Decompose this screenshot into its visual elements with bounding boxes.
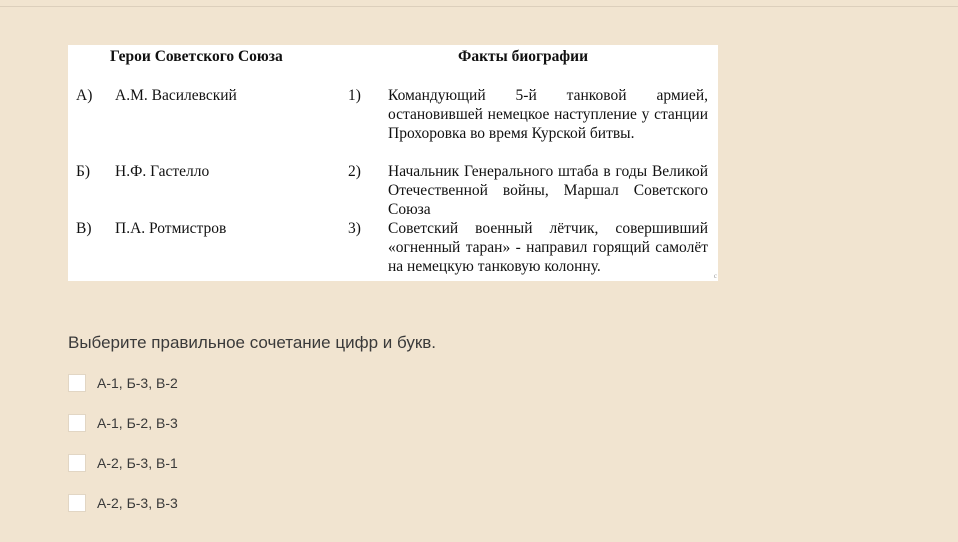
row-number: 1) [348, 87, 361, 104]
option-checkbox[interactable] [68, 454, 86, 472]
row-letter: В) [76, 220, 92, 237]
row-hero: А.М. Василевский [115, 87, 237, 104]
question-prompt: Выберите правильное сочетание цифр и букв. [68, 333, 437, 352]
option-checkbox[interactable] [68, 414, 86, 432]
option-label[interactable]: А-2, Б-3, В-3 [97, 495, 178, 511]
row-letter: Б) [76, 163, 91, 180]
answer-option[interactable] [68, 413, 178, 433]
option-label[interactable]: А-2, Б-3, В-1 [97, 455, 178, 471]
answer-option[interactable] [68, 493, 178, 513]
answer-option[interactable] [68, 373, 178, 393]
image-corner-mark: c [713, 272, 717, 280]
row-fact: Командующий 5-й танковой армией, остановившей немецкое наступление у станции Прохоровка во время Курской битвы. [388, 87, 708, 142]
question-table-image [68, 45, 718, 281]
option-label[interactable]: А-1, Б-3, В-2 [97, 375, 178, 391]
column-header-heroes: Герои Советского Союза [110, 48, 283, 65]
row-number: 2) [348, 163, 361, 180]
row-letter: А) [76, 87, 93, 104]
row-number: 3) [348, 220, 361, 237]
column-header-facts: Факты биографии [458, 48, 589, 65]
answer-option[interactable] [68, 453, 178, 473]
option-checkbox[interactable] [68, 374, 86, 392]
row-fact: Советский военный лётчик, совершивший «огненный таран» - направил горящий самолёт на немецкую танковую колонну. [388, 220, 708, 275]
row-hero: Н.Ф. Гастелло [115, 163, 210, 180]
option-checkbox[interactable] [68, 494, 86, 512]
option-label[interactable]: А-1, Б-2, В-3 [97, 415, 178, 431]
row-hero: П.А. Ротмистров [115, 220, 227, 237]
top-divider [0, 6, 958, 7]
row-fact: Начальник Генерального штаба в годы Великой Отечественной войны, Маршал Советского Союза [388, 163, 708, 218]
